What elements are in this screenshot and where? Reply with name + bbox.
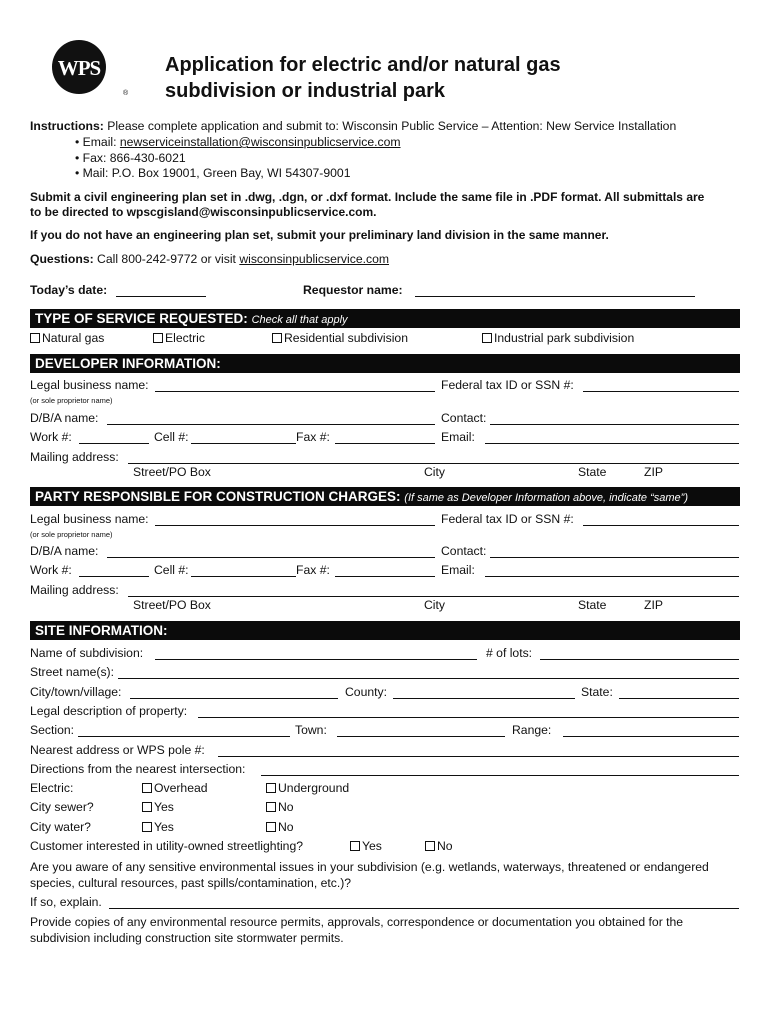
town-field[interactable]	[337, 736, 505, 737]
street-caption: Street/PO Box	[133, 465, 211, 479]
site-ifso-row: If so, explain.	[30, 894, 739, 911]
site-section-header: SITE INFORMATION:	[30, 621, 740, 640]
county-field[interactable]	[393, 698, 575, 699]
developer-email-field[interactable]	[485, 443, 739, 444]
state-caption: State	[578, 465, 607, 479]
industrial-park-checkbox[interactable]: Industrial park subdivision	[482, 331, 634, 345]
electric-label: Electric:	[30, 781, 74, 795]
site-state-field[interactable]	[619, 698, 739, 699]
streetlight-no-checkbox[interactable]: No	[425, 839, 453, 853]
developer-mailing-field[interactable]	[128, 463, 739, 464]
party-mailing-field[interactable]	[128, 596, 739, 597]
party-cell-field[interactable]	[191, 576, 296, 577]
site-city-row: City/town/village: County: State:	[30, 684, 739, 701]
instructions-fax: • Fax: 866-430-6021	[75, 151, 186, 165]
checkbox-icon	[153, 333, 163, 343]
sewer-yes-checkbox[interactable]: Yes	[142, 800, 174, 814]
website-link[interactable]: wisconsinpublicservice.com	[239, 252, 390, 266]
zip-caption: ZIP	[644, 465, 663, 479]
city-caption: City	[424, 598, 445, 612]
header-fields-row	[30, 282, 739, 299]
date-field[interactable]	[116, 296, 206, 297]
permits-note-1: Provide copies of any environmental resource permits, approvals, correspondence or documentation you obtained for the	[30, 915, 684, 929]
subdivision-name-field[interactable]	[155, 659, 477, 660]
party-dba-field[interactable]	[107, 557, 435, 558]
party-email-field[interactable]	[485, 576, 739, 577]
submit-note-2: to be directed to wpscgisland@wisconsinpublicservice.com.	[30, 205, 377, 219]
site-section-row: Section: Town: Range:	[30, 722, 739, 739]
party-work-field[interactable]	[79, 576, 149, 577]
nearest-address-field[interactable]	[218, 756, 739, 757]
checkbox-icon	[266, 802, 276, 812]
party-dba-row: D/B/A name: Contact:	[30, 543, 739, 560]
party-legal-row: Legal business name: Federal tax ID or SSN #:	[30, 511, 739, 528]
developer-sole-note: (or sole proprietor name)	[30, 396, 113, 405]
service-section-header: TYPE OF SERVICE REQUESTED: Check all that apply	[30, 309, 740, 328]
streetlight-label: Customer interested in utility-owned streetlighting?	[30, 839, 303, 853]
environmental-question-1: Are you aware of any sensitive environmental issues in your subdivision (e.g. wetlands, waterways, threatened or endangered	[30, 860, 709, 874]
party-fax-field[interactable]	[335, 576, 435, 577]
residential-subdivision-checkbox[interactable]: Residential subdivision	[272, 331, 408, 345]
directions-field[interactable]	[261, 775, 739, 776]
developer-legal-row: Legal business name: Federal tax ID or SSN #:	[30, 377, 739, 394]
explanation-field[interactable]	[109, 908, 739, 909]
developer-fax-field[interactable]	[335, 443, 435, 444]
checkbox-icon	[266, 822, 276, 832]
natural-gas-checkbox[interactable]: Natural gas	[30, 331, 104, 345]
sewer-label: City sewer?	[30, 800, 94, 814]
site-legal-row: Legal description of property:	[30, 703, 739, 720]
questions: Questions: Call 800-242-9772 or visit wisconsinpublicservice.com	[30, 252, 390, 266]
environmental-question-2: species, cultural resources, past spills/contamination, etc.)?	[30, 876, 352, 890]
party-taxid-field[interactable]	[583, 525, 739, 526]
city-field[interactable]	[130, 698, 338, 699]
party-contact-field[interactable]	[490, 557, 739, 558]
checkbox-icon	[266, 783, 276, 793]
developer-dba-field[interactable]	[107, 424, 435, 425]
wps-logo	[43, 37, 129, 97]
page-title: Application for electric and/or natural gas subdivision or industrial park	[165, 54, 561, 102]
party-phone-row: Work #: Cell #: Fax #: Email:	[30, 562, 739, 579]
submit-note-1: Submit a civil engineering plan set in .dwg, .dgn, or .dxf format. Include the same file in .PDF format. All submittals are	[30, 190, 705, 204]
logo-registered: ®	[123, 90, 129, 97]
requestor-label: Requestor name:	[303, 283, 403, 297]
lots-field[interactable]	[540, 659, 739, 660]
section-field[interactable]	[78, 736, 290, 737]
email-link[interactable]: newserviceinstallation@wisconsinpublicservice.com	[119, 135, 401, 149]
electric-checkbox[interactable]: Electric	[153, 331, 205, 345]
party-sole-note: (or sole proprietor name)	[30, 530, 113, 539]
site-nearest-row: Nearest address or WPS pole #:	[30, 742, 739, 759]
range-field[interactable]	[563, 736, 739, 737]
checkbox-icon	[142, 783, 152, 793]
checkbox-icon	[425, 841, 435, 851]
checkbox-icon	[350, 841, 360, 851]
instructions-mail: • Mail: P.O. Box 19001, Green Bay, WI 54307-9001	[75, 166, 351, 180]
checkbox-icon	[482, 333, 492, 343]
developer-mailing-row: Mailing address:	[30, 449, 739, 466]
requestor-field[interactable]	[415, 296, 695, 297]
legal-description-field[interactable]	[198, 717, 739, 718]
instructions-email: • Email: newserviceinstallation@wisconsinpublicservice.com	[75, 135, 401, 149]
developer-phone-row: Work #: Cell #: Fax #: Email:	[30, 429, 739, 446]
site-directions-row: Directions from the nearest intersection:	[30, 761, 739, 778]
streetlight-yes-checkbox[interactable]: Yes	[350, 839, 382, 853]
permits-note-2: subdivision including construction site stormwater permits.	[30, 931, 344, 945]
party-legal-field[interactable]	[155, 525, 435, 526]
site-subdivision-row: Name of subdivision: # of lots:	[30, 645, 739, 662]
developer-work-field[interactable]	[79, 443, 149, 444]
water-label: City water?	[30, 820, 91, 834]
city-caption: City	[424, 465, 445, 479]
street-caption: Street/PO Box	[133, 598, 211, 612]
zip-caption: ZIP	[644, 598, 663, 612]
checkbox-icon	[30, 333, 40, 343]
overhead-checkbox[interactable]: Overhead	[142, 781, 208, 795]
developer-legal-field[interactable]	[155, 391, 435, 392]
developer-section-header: DEVELOPER INFORMATION:	[30, 354, 740, 373]
water-yes-checkbox[interactable]: Yes	[142, 820, 174, 834]
checkbox-icon	[272, 333, 282, 343]
instructions: Instructions: Please complete application and submit to: Wisconsin Public Service – Attention: New Service Installation	[30, 119, 677, 133]
date-label: Today’s date:	[30, 283, 108, 297]
state-caption: State	[578, 598, 607, 612]
street-names-field[interactable]	[118, 678, 739, 679]
party-section-header: PARTY RESPONSIBLE FOR CONSTRUCTION CHARGES: (If same as Developer Information above, indicate “same”)	[30, 487, 740, 506]
site-streets-row: Street name(s):	[30, 664, 739, 681]
developer-dba-row: D/B/A name: Contact:	[30, 410, 739, 427]
checkbox-icon	[142, 802, 152, 812]
water-no-checkbox[interactable]: No	[266, 820, 294, 834]
underground-checkbox[interactable]: Underground	[266, 781, 349, 795]
sewer-no-checkbox[interactable]: No	[266, 800, 294, 814]
developer-taxid-field[interactable]	[583, 391, 739, 392]
developer-cell-field[interactable]	[191, 443, 296, 444]
logo-text: WPS	[57, 56, 101, 80]
checkbox-icon	[142, 822, 152, 832]
party-mailing-row: Mailing address:	[30, 582, 739, 599]
submit-note-3: If you do not have an engineering plan set, submit your preliminary land division in the same manner.	[30, 228, 609, 242]
developer-contact-field[interactable]	[490, 424, 739, 425]
